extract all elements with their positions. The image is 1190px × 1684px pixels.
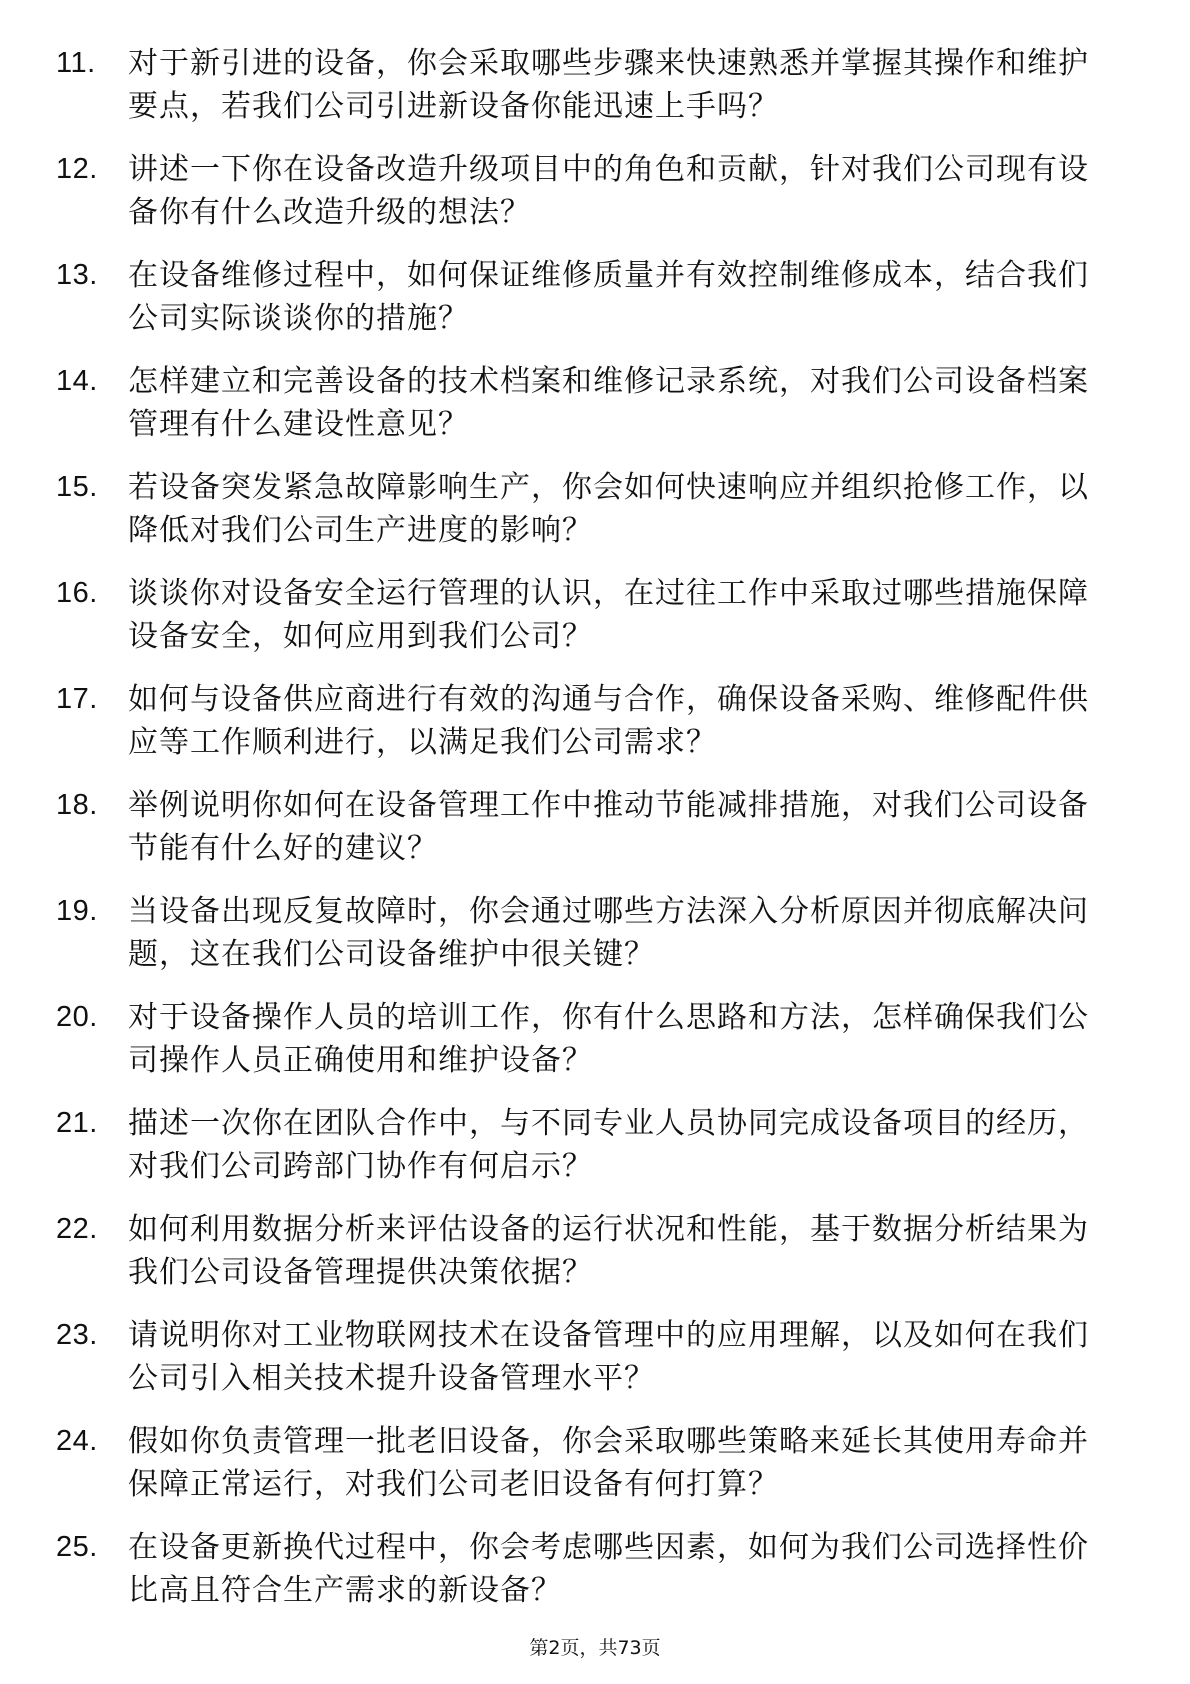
question-number: 22. — [56, 1213, 98, 1245]
question-text: 请说明你对工业物联网技术在设备管理中的应用理解，以及如何在我们公司引入相关技术提升设备管理水平？ — [128, 1318, 1089, 1396]
question-number: 15. — [56, 471, 98, 503]
question-text: 如何利用数据分析来评估设备的运行状况和性能，基于数据分析结果为我们公司设备管理提供决策依据？ — [128, 1212, 1089, 1290]
list-item — [56, 1208, 1116, 1294]
question-text: 在设备更新换代过程中，你会考虑哪些因素，如何为我们公司选择性价比高且符合生产需求的新设备？ — [128, 1530, 1089, 1608]
question-number: 18. — [56, 789, 98, 821]
question-number: 25. — [56, 1531, 98, 1563]
question-text: 举例说明你如何在设备管理工作中推动节能减排措施，对我们公司设备节能有什么好的建议？ — [128, 788, 1089, 866]
question-text: 对于设备操作人员的培训工作，你有什么思路和方法，怎样确保我们公司操作人员正确使用和维护设备？ — [128, 1000, 1089, 1078]
question-number: 24. — [56, 1425, 98, 1457]
question-text: 描述一次你在团队合作中，与不同专业人员协同完成设备项目的经历，对我们公司跨部门协作有何启示？ — [128, 1106, 1089, 1184]
question-text: 谈谈你对设备安全运行管理的认识，在过往工作中采取过哪些措施保障设备安全，如何应用到我们公司？ — [128, 576, 1089, 654]
list-item — [56, 148, 1116, 234]
question-text: 在设备维修过程中，如何保证维修质量并有效控制维修成本，结合我们公司实际谈谈你的措施？ — [128, 258, 1089, 336]
list-item — [56, 784, 1116, 870]
list-item — [56, 996, 1116, 1082]
list-item — [56, 466, 1116, 552]
question-number: 20. — [56, 1001, 98, 1033]
question-text: 当设备出现反复故障时，你会通过哪些方法深入分析原因并彻底解决问题，这在我们公司设备维护中很关键？ — [128, 894, 1089, 972]
question-text: 如何与设备供应商进行有效的沟通与合作，确保设备采购、维修配件供应等工作顺利进行，以满足我们公司需求？ — [128, 682, 1089, 760]
question-number: 16. — [56, 577, 98, 609]
list-item — [56, 1102, 1116, 1188]
question-text: 讲述一下你在设备改造升级项目中的角色和贡献，针对我们公司现有设备你有什么改造升级的想法？ — [128, 152, 1089, 230]
list-item — [56, 572, 1116, 658]
question-number: 14. — [56, 365, 98, 397]
list-item — [56, 254, 1116, 340]
list-item — [56, 1526, 1116, 1612]
question-number: 12. — [56, 153, 98, 185]
question-text: 怎样建立和完善设备的技术档案和维修记录系统，对我们公司设备档案管理有什么建设性意见？ — [128, 364, 1089, 442]
list-item — [56, 360, 1116, 446]
list-item — [56, 678, 1116, 764]
page-footer: 第2页，共73页 — [529, 1637, 661, 1659]
question-number: 21. — [56, 1107, 98, 1139]
list-item — [56, 890, 1116, 976]
question-text: 若设备突发紧急故障影响生产，你会如何快速响应并组织抢修工作，以降低对我们公司生产进度的影响？ — [128, 470, 1089, 548]
question-list — [56, 42, 1116, 1632]
question-number: 17. — [56, 683, 98, 715]
question-number: 11. — [56, 47, 96, 79]
list-item — [56, 42, 1116, 128]
question-text: 对于新引进的设备，你会采取哪些步骤来快速熟悉并掌握其操作和维护要点，若我们公司引进新设备你能迅速上手吗？ — [128, 46, 1089, 124]
list-item — [56, 1420, 1116, 1506]
question-number: 19. — [56, 895, 98, 927]
list-item — [56, 1314, 1116, 1400]
question-text: 假如你负责管理一批老旧设备，你会采取哪些策略来延长其使用寿命并保障正常运行，对我们公司老旧设备有何打算？ — [128, 1424, 1089, 1502]
question-number: 13. — [56, 259, 98, 291]
question-number: 23. — [56, 1319, 98, 1351]
